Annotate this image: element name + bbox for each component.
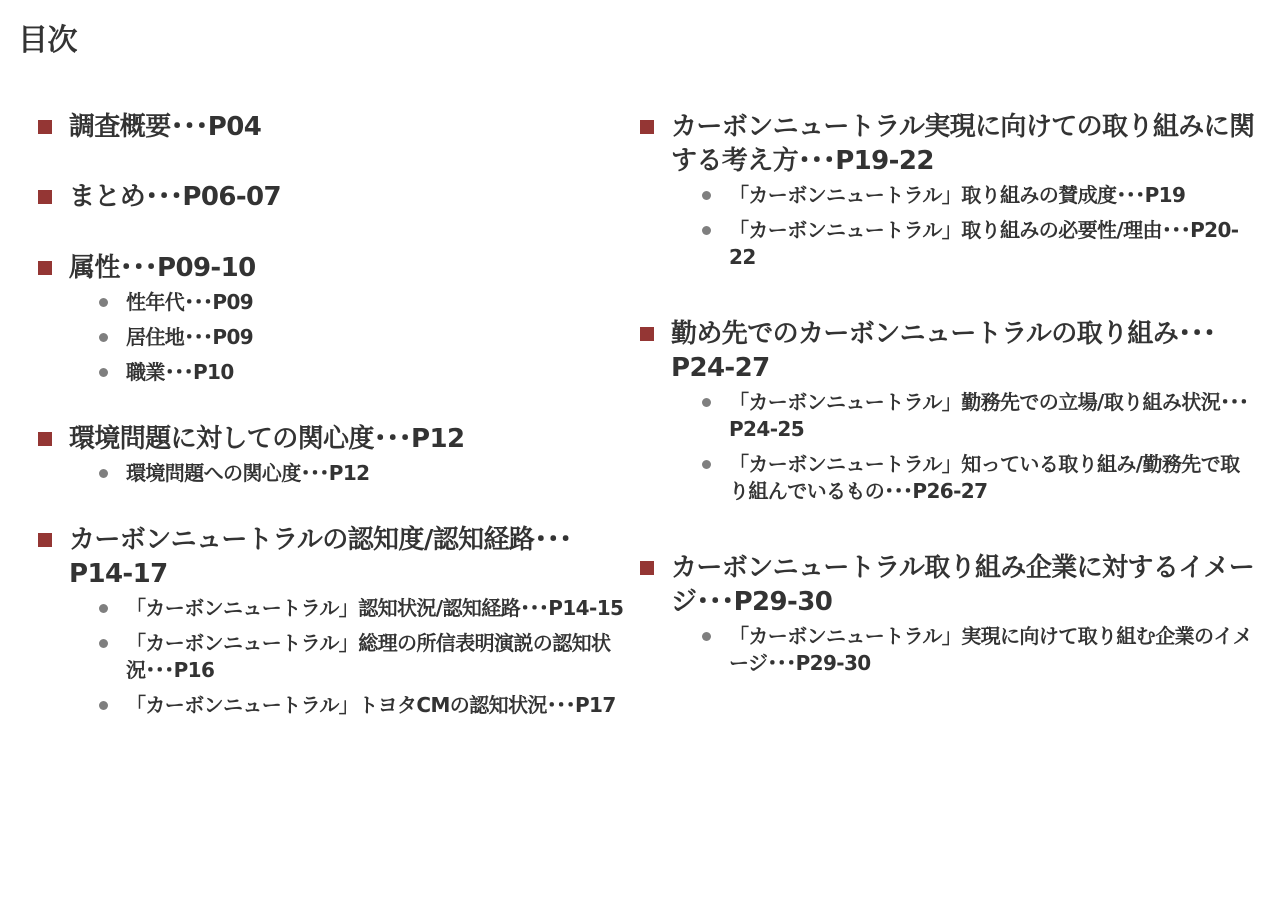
toc-subitem — [38, 324, 628, 351]
square-bullet-icon — [38, 120, 52, 134]
toc-section — [640, 317, 1255, 505]
dot-bullet-icon — [99, 298, 108, 307]
dot-bullet-icon — [99, 639, 108, 648]
dot-bullet-icon — [99, 469, 108, 478]
toc-section-title: まとめ･･･P06-07 — [69, 182, 282, 212]
toc-section-title: 環境問題に対しての関心度･･･P12 — [69, 424, 465, 454]
toc-subitem-label: 性年代･･･P09 — [126, 290, 254, 314]
dot-bullet-icon — [99, 701, 108, 710]
toc-subitem-label: 「カーボンニュートラル」トヨタCMの認知状況･･･P17 — [126, 693, 616, 717]
toc-subitem — [640, 182, 1255, 209]
toc-subitem-label: 「カーボンニュートラル」総理の所信表明演説の認知状況･･･P16 — [126, 631, 611, 682]
dot-bullet-icon — [702, 632, 711, 641]
toc-subitem — [640, 217, 1255, 271]
toc-section — [640, 110, 1255, 271]
toc-subitem-label: 「カーボンニュートラル」実現に向けて取り組む企業のイメージ･･･P29-30 — [729, 624, 1252, 675]
square-bullet-icon — [640, 327, 654, 341]
toc-section-title: カーボンニュートラルの認知度/認知経路･･･P14-17 — [69, 525, 572, 589]
dot-bullet-icon — [99, 333, 108, 342]
toc-subitem-label: 職業･･･P10 — [126, 360, 234, 384]
toc-subitem — [38, 692, 628, 719]
dot-bullet-icon — [702, 398, 711, 407]
toc-section-title: カーボンニュートラル実現に向けての取り組みに関する考え方･･･P19-22 — [671, 112, 1255, 176]
toc-subitem-label: 「カーボンニュートラル」取り組みの賛成度･･･P19 — [729, 183, 1186, 207]
toc-section — [38, 523, 628, 719]
dot-bullet-icon — [99, 368, 108, 377]
square-bullet-icon — [38, 533, 52, 547]
toc-subitem — [640, 389, 1255, 443]
toc-subitem — [38, 460, 628, 487]
square-bullet-icon — [640, 120, 654, 134]
toc-subitem-label: 居住地･･･P09 — [126, 325, 254, 349]
toc-subitem-label: 環境問題への関心度･･･P12 — [126, 461, 370, 485]
toc-subitem — [38, 630, 628, 684]
toc-subitem-label: 「カーボンニュートラル」勤務先での立場/取り組み状況･･･P24-25 — [729, 390, 1249, 441]
toc-subitem-label: 「カーボンニュートラル」取り組みの必要性/理由･･･P20-22 — [729, 218, 1239, 269]
toc-subitem — [640, 623, 1255, 677]
square-bullet-icon — [38, 261, 52, 275]
toc-section-title: 勤め先でのカーボンニュートラルの取り組み･･･P24-27 — [671, 319, 1216, 383]
dot-bullet-icon — [702, 460, 711, 469]
dot-bullet-icon — [99, 604, 108, 613]
toc-section — [38, 110, 628, 144]
square-bullet-icon — [38, 190, 52, 204]
square-bullet-icon — [38, 432, 52, 446]
dot-bullet-icon — [702, 191, 711, 200]
toc-subitem-label: 「カーボンニュートラル」認知状況/認知経路･･･P14-15 — [126, 596, 624, 620]
toc-section — [38, 422, 628, 487]
page-title: 目次 — [18, 23, 77, 58]
toc-right-column — [640, 110, 1255, 685]
toc-section-title: 属性･･･P09-10 — [69, 253, 256, 283]
toc-section — [640, 551, 1255, 677]
square-bullet-icon — [640, 561, 654, 575]
toc-subitem-label: 「カーボンニュートラル」知っている取り組み/勤務先で取り組んでいるもの･･･P26-27 — [729, 452, 1240, 503]
toc-section — [38, 251, 628, 386]
toc-section-title: カーボンニュートラル取り組み企業に対するイメージ･･･P29-30 — [671, 553, 1255, 617]
toc-section-title: 調査概要･･･P04 — [69, 112, 262, 142]
toc-subitem — [38, 359, 628, 386]
toc-section — [38, 180, 628, 214]
toc-subitem — [38, 289, 628, 316]
toc-left-column — [38, 110, 628, 727]
dot-bullet-icon — [702, 226, 711, 235]
toc-subitem — [38, 595, 628, 622]
toc-subitem — [640, 451, 1255, 505]
